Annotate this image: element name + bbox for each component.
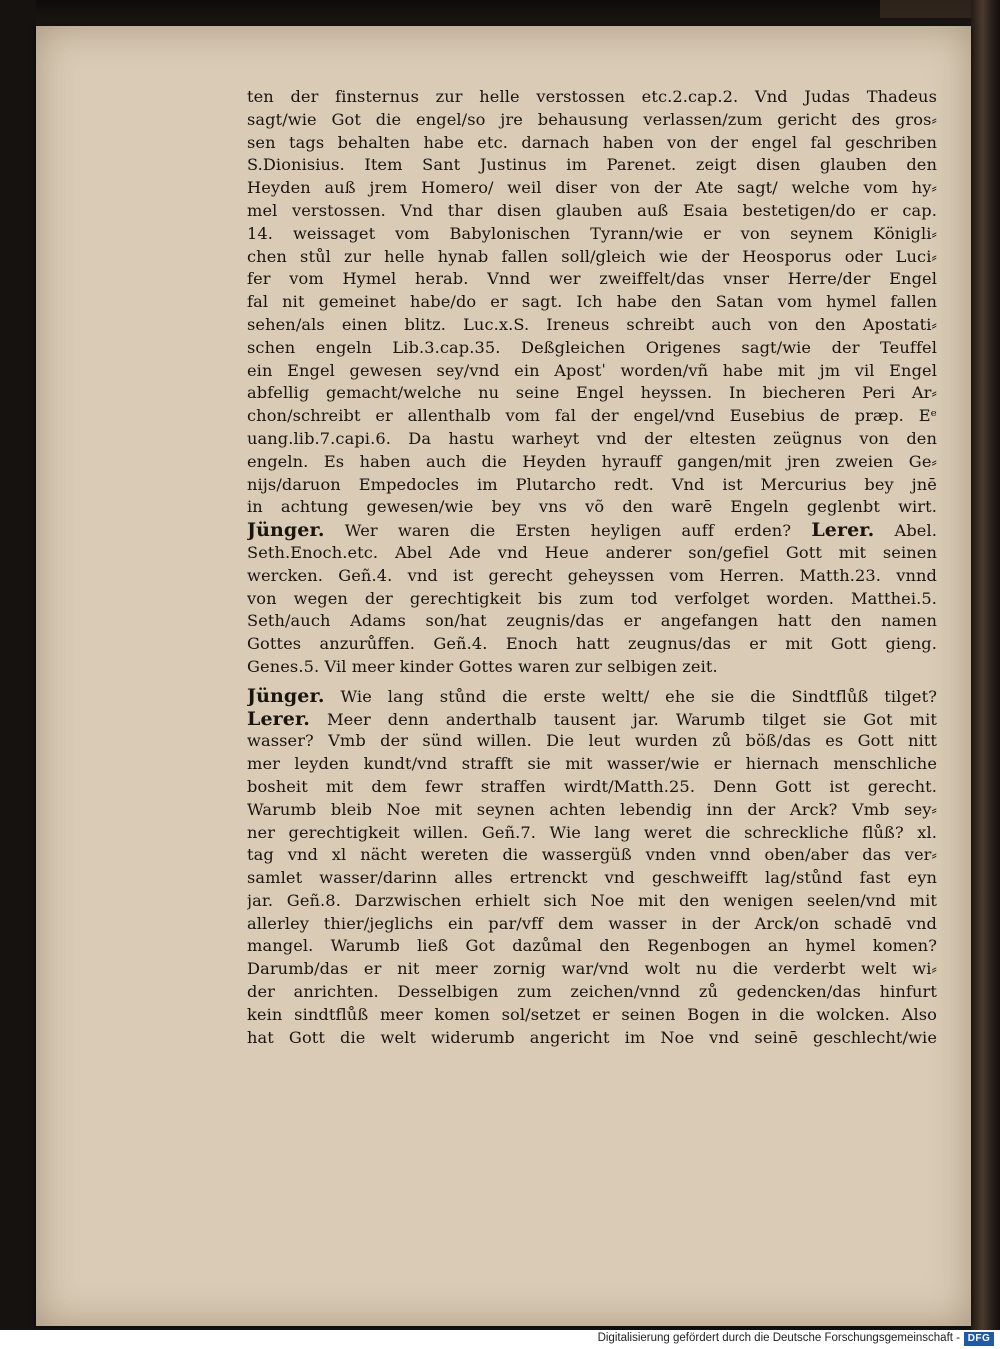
line-text: chen stůl zur helle hynab fallen soll/gleich wie der Heosporus oder Luci⸗ [247, 246, 937, 266]
line-text: mangel. Warumb ließ Got dazůmal den Regenbogen an hymel komen? [247, 936, 937, 956]
dfg-logo-icon: DFG [964, 1332, 994, 1346]
line-text: in achtung gewesen/wie bey vns võ den warē Engeln geglenbt wirt. [247, 497, 937, 517]
line-text: ner gerechtigkeit willen. Geñ.7. Wie lang weret die schreckliche flůß? xl. [247, 822, 937, 842]
text-line [247, 360, 937, 383]
text-line [247, 405, 937, 428]
page-text-block [247, 86, 937, 1049]
text-line [247, 730, 937, 753]
text-line [247, 337, 937, 360]
line-text: schen engeln Lib.3.cap.35. Deßgleichen Origenes sagt/wie der Teuffel [247, 337, 937, 357]
text-line [247, 656, 937, 679]
line-text: fer vom Hymel herab. Vnnd wer zweiffelt/das vnser Herre/der Engel [247, 269, 937, 289]
line-text: wercken. Geñ.4. vnd ist gerecht geheyssen vom Herren. Matth.23. vnnd [247, 565, 937, 585]
line-text: chon/schreibt er allenthalb vom fal der engel/vnd Eusebius de præp. Eᵉ [247, 406, 937, 426]
line-text: fal nit gemeinet habe/do er sagt. Ich habe den Satan vom hymel fallen [247, 292, 937, 312]
line-text: Wie lang stůnd die erste weltt/ ehe sie die Sindtflůß tilget? [324, 686, 937, 706]
line-text: sehen/als einen blitz. Luc.x.S. Ireneus schreibt auch von den Apostati⸗ [247, 314, 937, 334]
text-line [247, 1004, 937, 1027]
line-text: Heyden auß jrem Homero/ weil diser von der Ate sagt/ welche vom hy⸗ [247, 178, 937, 198]
line-text: hat Gott die welt widerumb angericht im Noe vnd seinē geschlecht/wie [247, 1027, 937, 1047]
line-text: engeln. Es haben auch die Heyden hyrauff gangen/mit jren zweien Ge⸗ [247, 451, 937, 471]
text-line [247, 314, 937, 337]
text-line [247, 708, 937, 731]
text-line [247, 867, 937, 890]
funding-credit: Digitalisierung gefördert durch die Deutsche Forschungsgemeinschaft - [597, 1332, 960, 1344]
text-line [247, 382, 937, 405]
text-line [247, 428, 937, 451]
text-line [247, 776, 937, 799]
line-text: Genes.5. Vil meer kinder Gottes waren zur selbigen zeit. [247, 656, 718, 676]
text-line [247, 291, 937, 314]
line-text: S.Dionisius. Item Sant Justinus im Parenet. zeigt disen glauben den [247, 155, 937, 175]
line-text: wasser? Vmb der sünd willen. Die leut wurden zů böß/das es Gott nitt [247, 731, 937, 751]
text-line [247, 913, 937, 936]
text-line [247, 519, 937, 542]
speaker-label: Jünger. [247, 519, 325, 542]
speaker-label: Lerer. [247, 707, 311, 730]
line-text: bosheit mit dem fewr straffen wirdt/Matth.25. Denn Gott ist gerecht. [247, 776, 937, 796]
text-line [247, 565, 937, 588]
text-line [247, 542, 937, 565]
text-line [247, 223, 937, 246]
speaker-label: Jünger. [247, 684, 325, 707]
line-text: Seth/auch Adams son/hat zeugnis/das er angefangen hatt den namen [247, 611, 937, 631]
text-line [247, 200, 937, 223]
line-text: der anrichten. Desselbigen zum zeichen/vnnd zů gedencken/das hinfurt [247, 982, 937, 1002]
text-line [247, 451, 937, 474]
line-text: Seth.Enoch.etc. Abel Ade vnd Heue anderer son/gefiel Gott mit seinen [247, 542, 937, 562]
line-text: allerley thier/jeglichs ein par/vff dem wasser in der Arck/on schadē vnd [247, 913, 937, 933]
text-line [247, 496, 937, 519]
text-line [247, 177, 937, 200]
text-line [247, 981, 937, 1004]
line-text: mel verstossen. Vnd thar disen glauben auß Esaia bestetigen/do er cap. [247, 200, 937, 220]
book-spine-edge [971, 0, 1000, 1330]
text-line [247, 935, 937, 958]
text-line [247, 132, 937, 155]
line-text: ein Engel gewesen sey/vnd ein Apostˈ worden/vñ habe mit jm vil Engel [247, 360, 937, 380]
line-text: sen tags behalten habe etc. darnach haben von der engel fal geschriben [247, 132, 937, 152]
line-text: jar. Geñ.8. Darzwischen erhielt sich Noe mit den wenigen seelen/vnd mit [247, 890, 937, 910]
line-text: Wer waren die Ersten heyligen auff erden? [324, 521, 812, 541]
text-line [247, 610, 937, 633]
line-text: Meer denn anderthalb tausent jar. Warumb tilget sie Got mit [310, 709, 937, 729]
text-line [247, 109, 937, 132]
line-text: nijs/daruon Empedocles im Plutarcho redt. Vnd ist Mercurius bey jnē [247, 474, 937, 494]
text-line [247, 753, 937, 776]
line-text: Abel. [874, 521, 937, 541]
text-line [247, 588, 937, 611]
text-line [247, 685, 937, 708]
line-text: kein sindtflůß meer komen sol/setzet er seinen Bogen in die wolcken. Also [247, 1004, 937, 1024]
text-line [247, 844, 937, 867]
text-line [247, 958, 937, 981]
text-line [247, 822, 937, 845]
line-text: tag vnd xl nächt wereten die wassergüß vnden vnnd oben/aber das ver⸗ [247, 845, 937, 865]
text-line [247, 1027, 937, 1050]
text-line [247, 154, 937, 177]
line-text: uang.lib.7.capi.6. Da hastu warheyt vnd der eltesten zeügnus von den [247, 428, 937, 448]
line-text: Darumb/das er nit meer zornig war/vnd wolt nu die verderbt welt wi⸗ [247, 959, 937, 979]
line-text: Gottes anzurůffen. Geñ.4. Enoch hatt zeugnus/das er mit Gott gieng. [247, 634, 937, 654]
book-top-edge [36, 0, 971, 26]
line-text: samlet wasser/darinn alles ertrenckt vnd geschweifft lag/stůnd fast eyn [247, 868, 937, 888]
text-line [247, 633, 937, 656]
line-text: sagt/wie Got die engel/so jre behausung verlassen/zum gericht des gros⸗ [247, 109, 937, 129]
line-text: abfellig gemacht/welche nu seine Engel heyssen. In biecheren Peri Ar⸗ [247, 383, 937, 403]
text-line [247, 246, 937, 269]
text-line [247, 474, 937, 497]
line-text: ten der finsternus zur helle verstossen etc.2.cap.2. Vnd Judas Thadeus [247, 87, 937, 106]
footer-bar [0, 1330, 1000, 1349]
text-line [247, 799, 937, 822]
text-line [247, 268, 937, 291]
text-line [247, 86, 937, 109]
speaker-label: Lerer. [811, 519, 875, 542]
text-line [247, 890, 937, 913]
line-text: von wegen der gerechtigkeit bis zum tod verfolget worden. Matthei.5. [247, 588, 937, 608]
line-text: mer leyden kundt/vnd strafft sie mit wasser/wie er hiernach menschliche [247, 754, 937, 774]
line-text: 14. weissaget vom Babylonischen Tyrann/wie er von seynem Königli⸗ [247, 223, 937, 243]
line-text: Warumb bleib Noe mit seynen achten lebendig inn der Arck? Vmb sey⸗ [247, 799, 937, 819]
